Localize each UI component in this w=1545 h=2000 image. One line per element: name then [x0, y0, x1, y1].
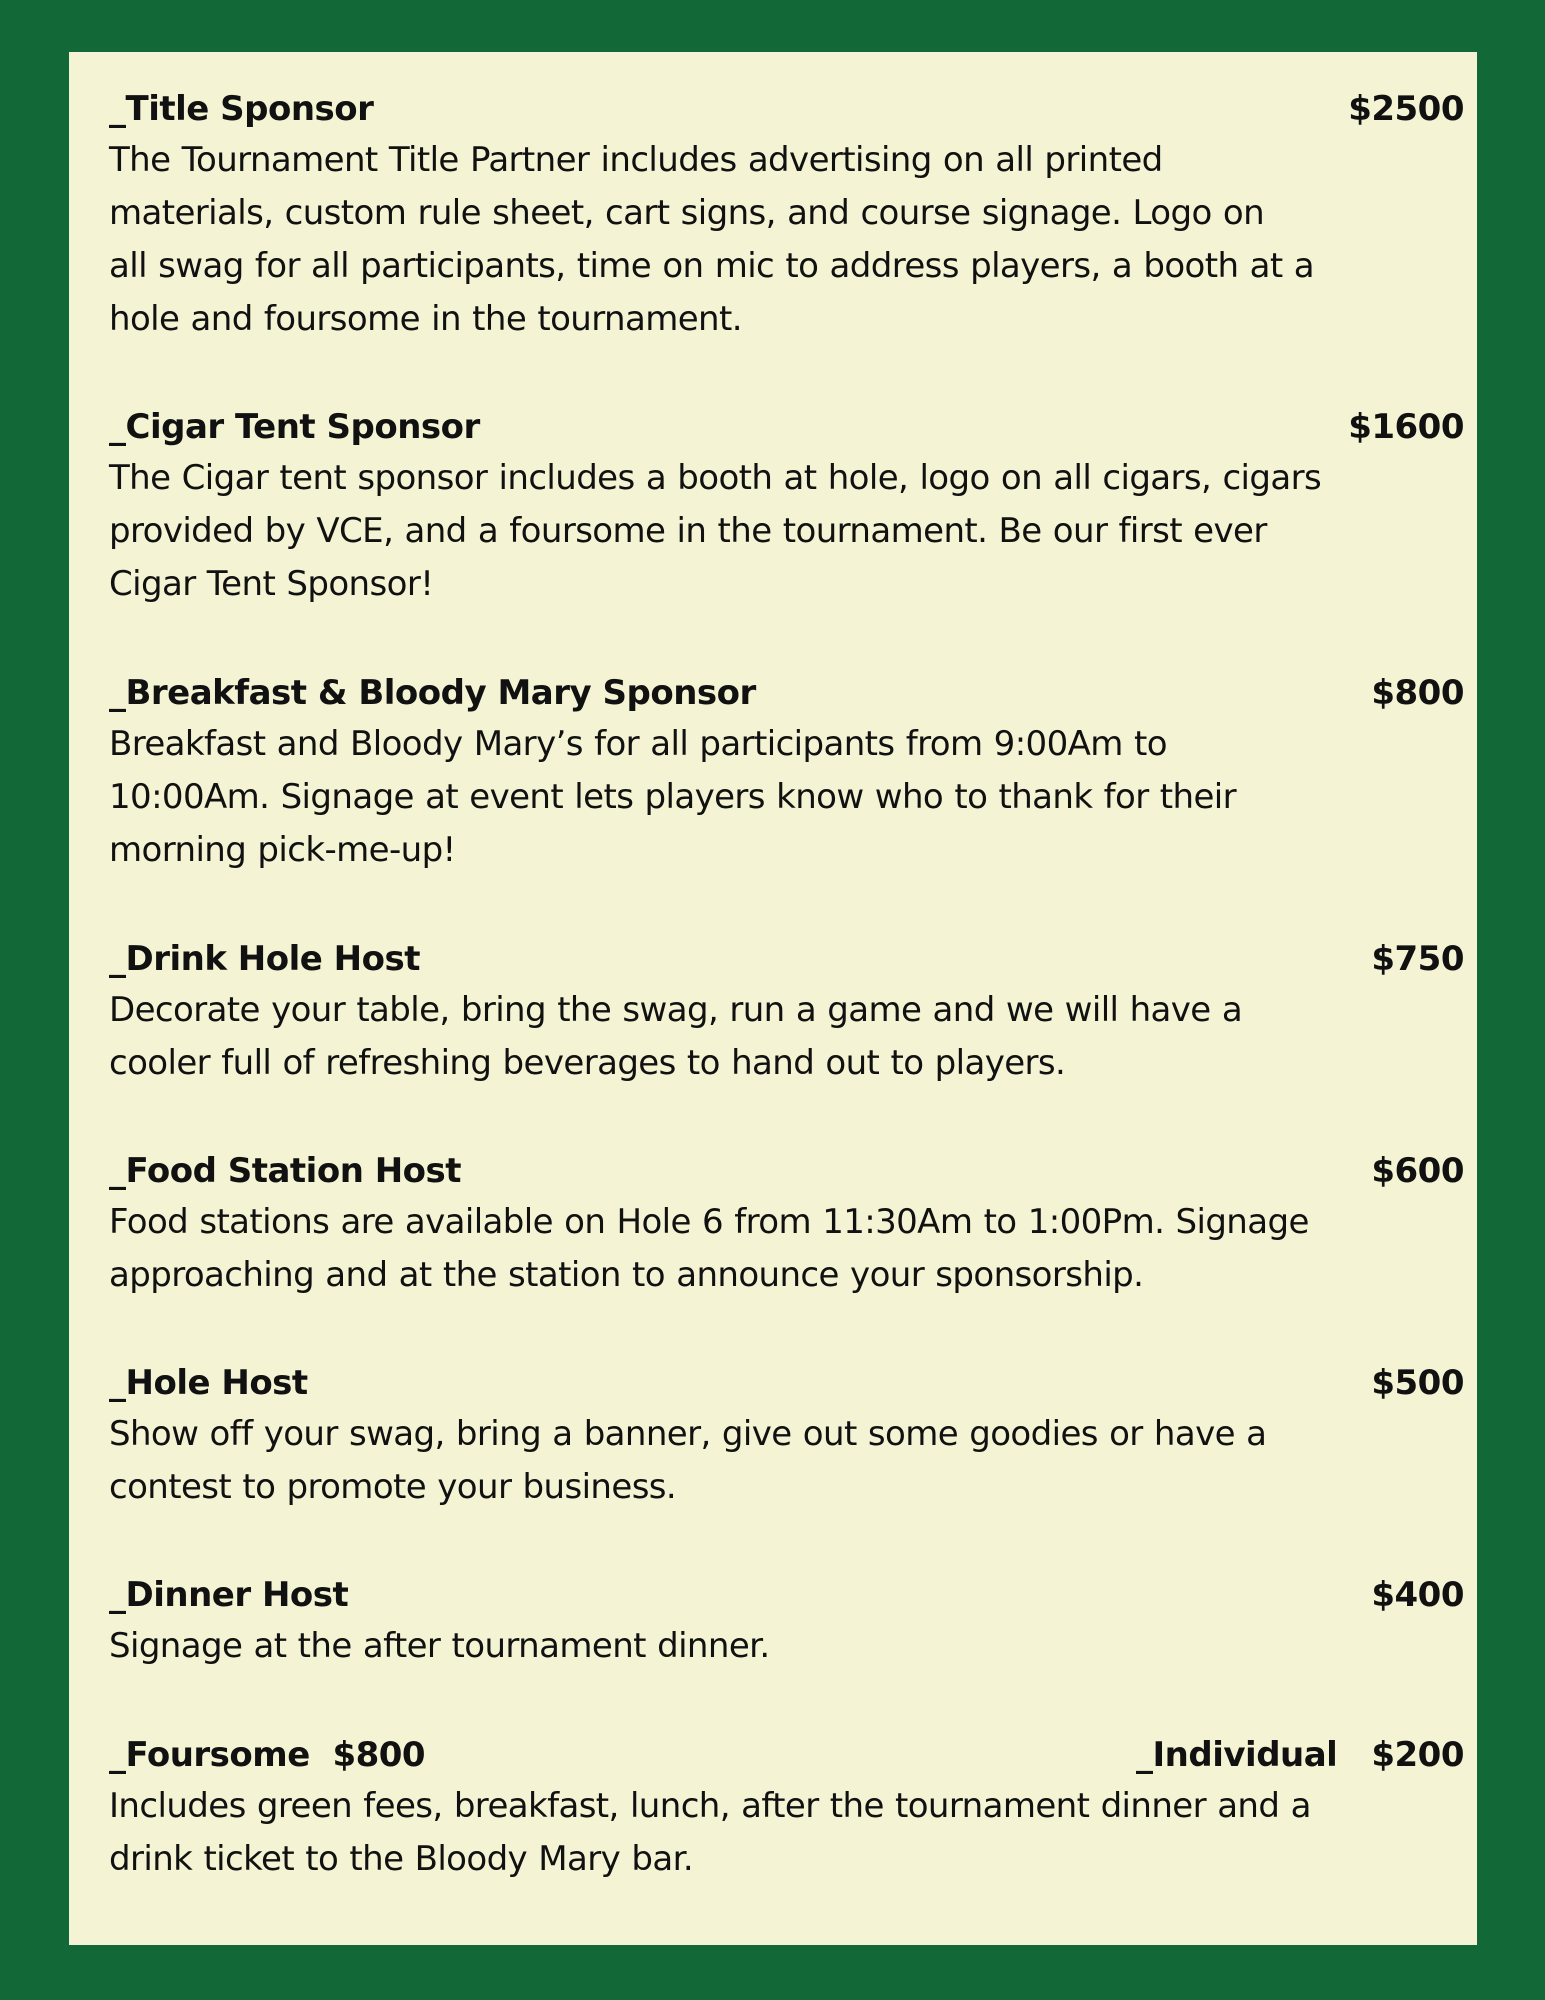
sponsor-item-header — [109, 1146, 1464, 1196]
sponsor-description: Signage at the after tournament dinner. — [109, 1626, 770, 1666]
sponsor-price: $500 — [1371, 1363, 1464, 1403]
foursome-option — [109, 1730, 425, 1780]
individual-label: _Individual — [1136, 1735, 1338, 1775]
sponsor-description: The Cigar tent sponsor includes a booth at hole, logo on all cigars, cigars provided by VCE, and a foursome in the tournament. Be our first ever Cigar Tent Sponsor! — [109, 458, 1322, 604]
sponsor-description: Food stations are available on Hole 6 from 11:30Am to 1:00Pm. Signage approaching and at the station to announce your sponsorship. — [109, 1202, 1309, 1295]
sponsor-price: $1600 — [1348, 407, 1464, 447]
sponsor-item-header — [109, 668, 1464, 718]
foursome-price: $800 — [332, 1735, 426, 1775]
sponsor-title: _Title Sponsor — [109, 89, 374, 129]
sponsor-item-header — [109, 402, 1464, 452]
sponsor-item-title — [109, 84, 1464, 346]
sponsor-price: $750 — [1371, 939, 1464, 979]
sponsor-item-hole-host — [109, 1358, 1464, 1514]
sponsor-description: Show off your swag, bring a banner, give out some goodies or have a contest to promote your business. — [109, 1414, 1267, 1507]
sponsor-title: _Cigar Tent Sponsor — [109, 407, 480, 447]
foursome-label: _Foursome — [109, 1735, 310, 1775]
sponsor-item-header — [109, 84, 1464, 134]
sponsorship-panel — [69, 52, 1477, 1945]
sponsor-item-breakfast — [109, 668, 1464, 877]
sponsor-title: _Dinner Host — [109, 1575, 349, 1615]
sponsor-price: $600 — [1371, 1151, 1464, 1191]
sponsor-description: Breakfast and Bloody Mary’s for all participants from 9:00Am to 10:00Am. Signage at event lets players know who to thank for their morning pick-me-up! — [109, 724, 1237, 870]
sponsor-item-cigar-tent — [109, 402, 1464, 611]
player-registration-item — [109, 1730, 1464, 1886]
sponsor-item-header — [109, 1570, 1464, 1620]
sponsor-title: _Food Station Host — [109, 1151, 462, 1191]
sponsor-title: _Hole Host — [109, 1363, 308, 1403]
sponsor-description: Decorate your table, bring the swag, run a game and we will have a cooler full of refreshing beverages to hand out to players. — [109, 990, 1243, 1083]
sponsor-item-header — [109, 934, 1464, 984]
sponsor-item-header — [109, 1358, 1464, 1408]
player-registration-description: Includes green fees, breakfast, lunch, after the tournament dinner and a drink ticket to the Bloody Mary bar. — [109, 1786, 1311, 1879]
individual-price: $200 — [1371, 1735, 1464, 1775]
individual-option — [1136, 1730, 1464, 1780]
sponsor-price: $800 — [1371, 673, 1464, 713]
sponsor-item-food-station — [109, 1146, 1464, 1302]
sponsor-price: $400 — [1371, 1575, 1464, 1615]
sponsor-price: $2500 — [1348, 89, 1464, 129]
sponsor-title: _Drink Hole Host — [109, 939, 420, 979]
sponsor-title: _Breakfast & Bloody Mary Sponsor — [109, 673, 756, 713]
player-registration-header — [109, 1730, 1464, 1780]
sponsor-item-dinner-host — [109, 1570, 1464, 1673]
sponsor-item-drink-hole — [109, 934, 1464, 1090]
sponsor-description: The Tournament Title Partner includes advertising on all printed materials, custom rule sheet, cart signs, and course signage. Logo on all swag for all participants, time on mic to address players, a booth at a hole and foursome in the tournament. — [109, 140, 1315, 339]
